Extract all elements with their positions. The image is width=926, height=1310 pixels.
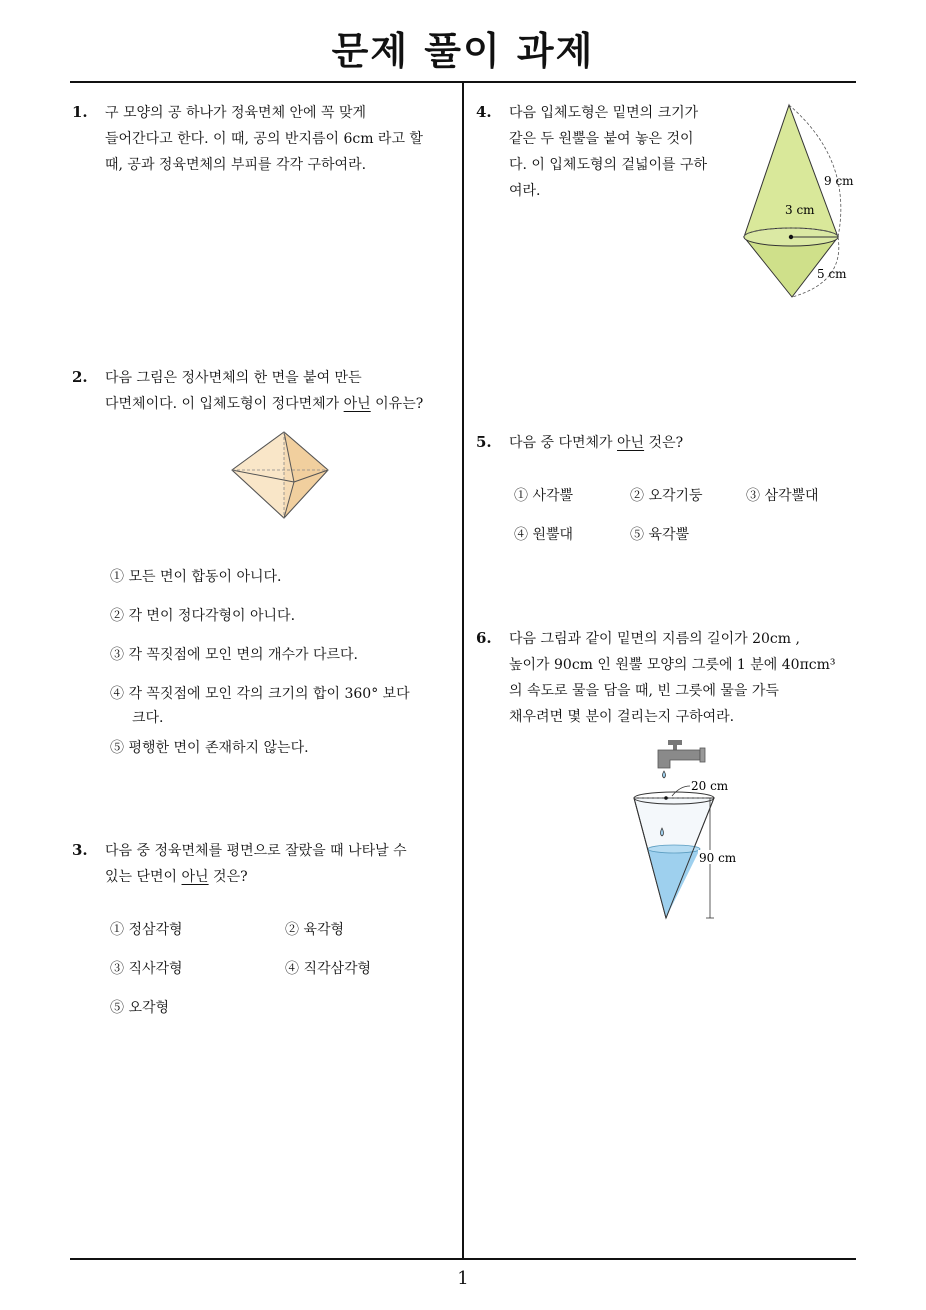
option-1[interactable]: ① 정삼각형 (110, 922, 183, 938)
option-4[interactable]: ④ 직각삼각형 (285, 961, 372, 977)
question-text-line: 높이가 90cm 인 원뿔 모양의 그릇에 1 분에 40πcm³ (509, 657, 836, 673)
question-text-line: 다음 중 정육면체를 평면으로 잘랐을 때 나타날 수 (105, 843, 407, 859)
label-slant-top: 9 cm (824, 174, 854, 188)
question-text-line: 다음 입체도형은 밑면의 크기가 (509, 105, 699, 121)
question-text-line: 있는 단면이 아닌 것은? (105, 869, 248, 885)
page-title: 문제 풀이 과제 (331, 29, 595, 73)
question-number: 1. (72, 103, 88, 121)
option-2[interactable]: ② 육각형 (285, 922, 345, 938)
question-text-line: 같은 두 원뿔을 붙여 놓은 것이 (509, 131, 694, 147)
option-1[interactable]: ① 모든 면이 합동이 아니다. (110, 569, 282, 585)
label-height: 90 cm (699, 851, 737, 865)
question-text-line: 때, 공과 정육면체의 부피를 각각 구하여라. (105, 157, 367, 173)
option-4[interactable]: ④ 원뿔대 (514, 527, 574, 543)
option-3[interactable]: ③ 삼각뿔대 (746, 488, 819, 504)
column-divider (462, 82, 464, 1259)
option-3[interactable]: ③ 직사각형 (110, 961, 183, 977)
funnel-figure (628, 738, 748, 923)
option-4-continued: 크다. (132, 710, 164, 726)
question-number: 6. (476, 629, 492, 647)
question-number: 2. (72, 368, 88, 386)
page-number: 1 (457, 1268, 469, 1289)
question-text-line: 다음 그림은 정사면체의 한 면을 붙여 만든 (105, 370, 362, 386)
question-text-line: 다음 중 다면체가 아닌 것은? (509, 435, 684, 451)
octahedron-figure (226, 428, 336, 524)
double-cone-figure (735, 100, 860, 305)
option-2[interactable]: ② 오각기둥 (630, 488, 703, 504)
question-text-line: 들어간다고 한다. 이 때, 공의 반지름이 6cm 라고 할 (105, 131, 423, 147)
label-slant-bottom: 5 cm (817, 267, 847, 281)
question-text-line: 다. 이 입체도형의 겉넓이를 구하 (509, 157, 708, 173)
option-4[interactable]: ④ 각 꼭짓점에 모인 각의 크기의 합이 360° 보다 (110, 686, 410, 702)
question-text-line: 구 모양의 공 하나가 정육면체 안에 꼭 맞게 (105, 105, 367, 121)
question-number: 3. (72, 841, 88, 859)
option-5[interactable]: ⑤ 오각형 (110, 1000, 170, 1016)
label-radius: 3 cm (785, 203, 815, 217)
label-diameter: 20 cm (691, 779, 729, 793)
question-text-line: 다음 그림과 같이 밑면의 지름의 길이가 20cm , (509, 631, 800, 647)
option-5[interactable]: ⑤ 평행한 면이 존재하지 않는다. (110, 740, 309, 756)
footer-rule (70, 1258, 856, 1260)
question-text-line: 여라. (509, 183, 541, 199)
question-text-line: 채우려면 몇 분이 걸리는지 구하여라. (509, 709, 735, 725)
question-number: 4. (476, 103, 492, 121)
option-2[interactable]: ② 각 면이 정다각형이 아니다. (110, 608, 296, 624)
option-3[interactable]: ③ 각 꼭짓점에 모인 면의 개수가 다르다. (110, 647, 359, 663)
question-text-line: 다면체이다. 이 입체도형이 정다면체가 아닌 이유는? (105, 396, 424, 412)
option-1[interactable]: ① 사각뿔 (514, 488, 574, 504)
question-text-line: 의 속도로 물을 담을 때, 빈 그릇에 물을 가득 (509, 683, 779, 699)
question-number: 5. (476, 433, 492, 451)
option-5[interactable]: ⑤ 육각뿔 (630, 527, 690, 543)
